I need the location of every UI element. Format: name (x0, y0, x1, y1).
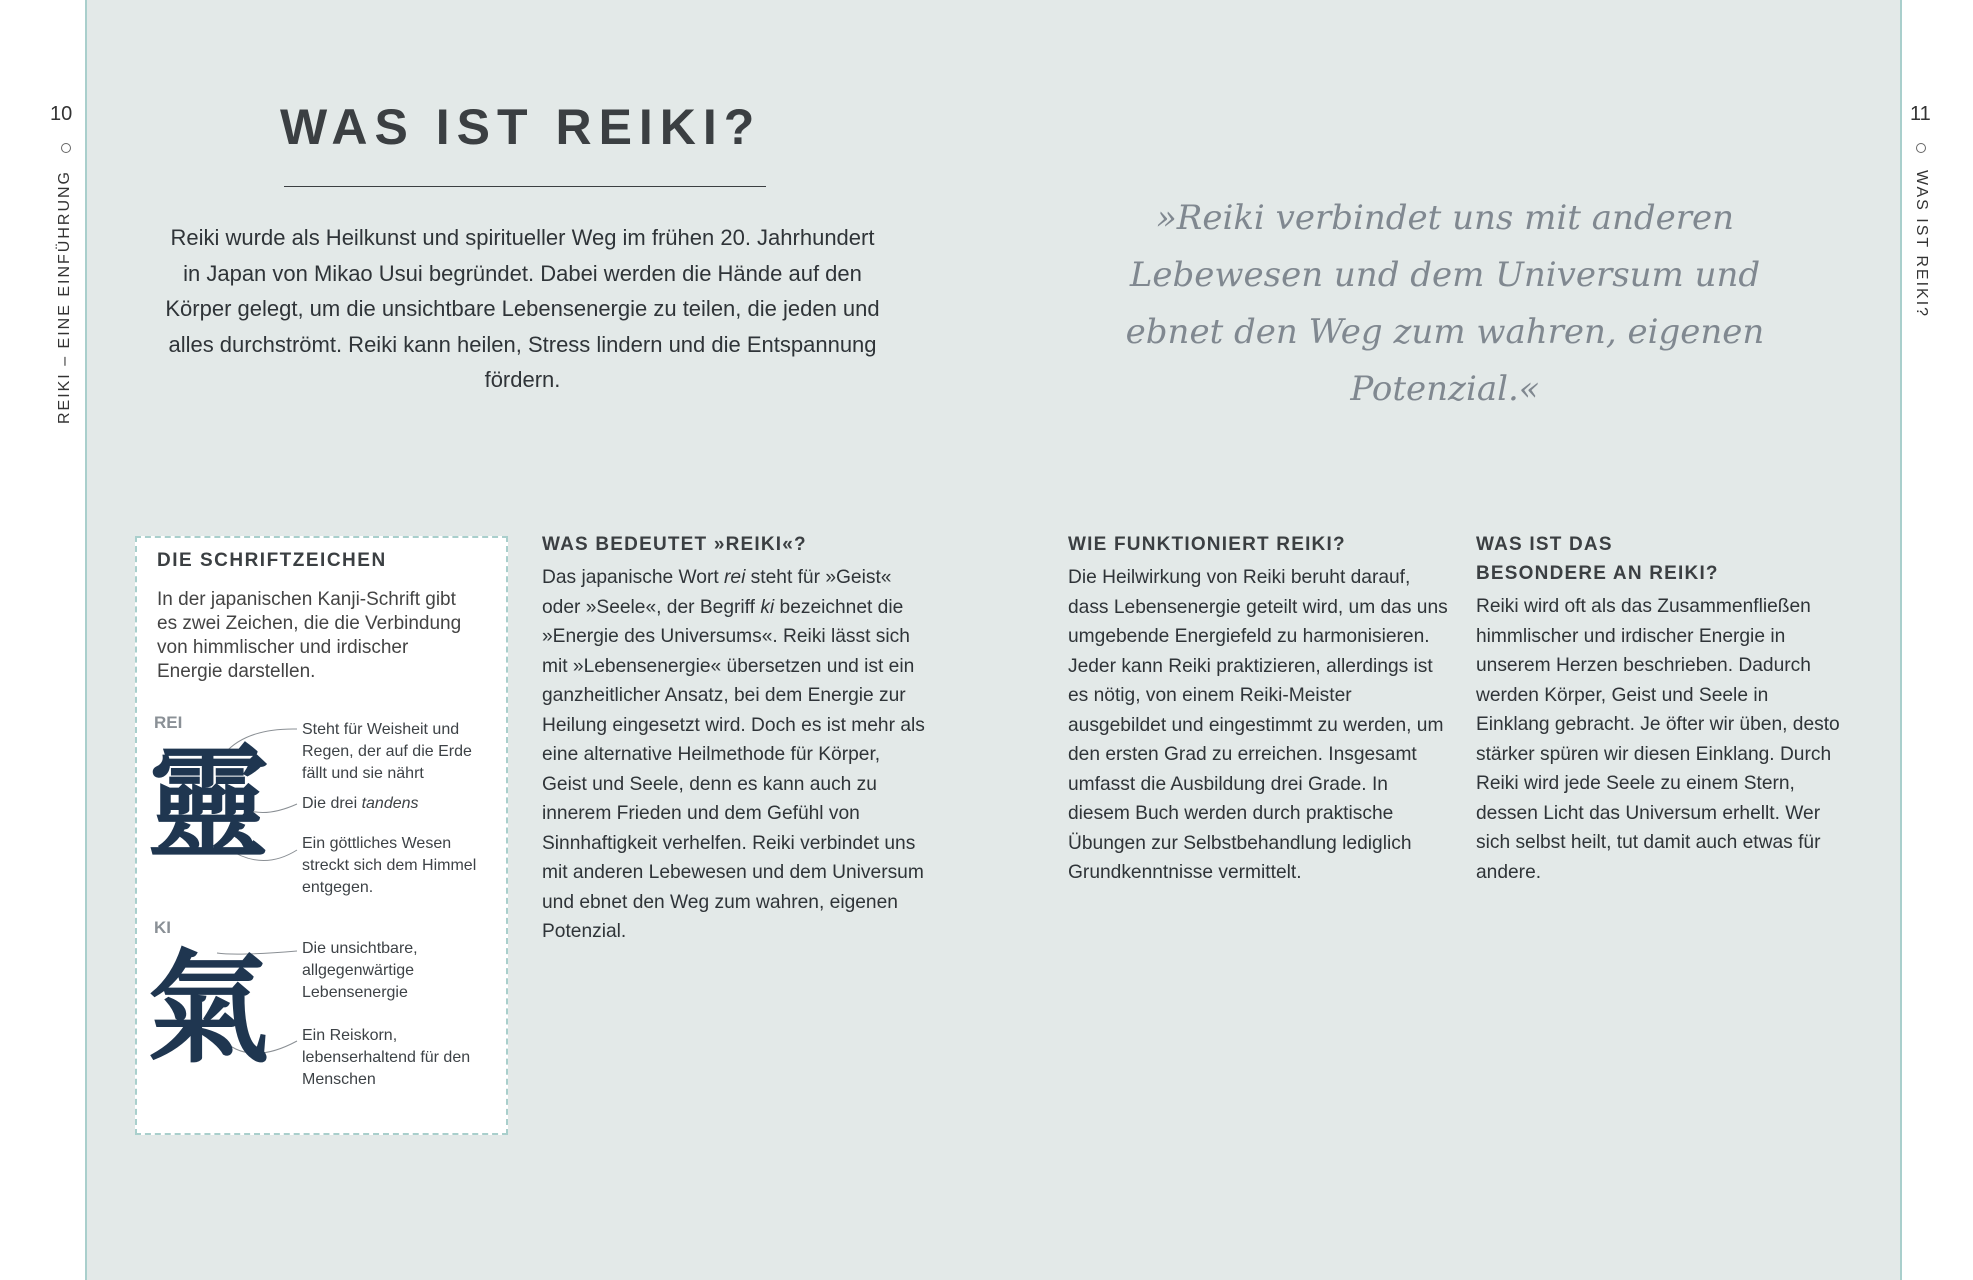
page-number-left: 10 (50, 103, 73, 125)
rei-note-divine: Ein göttliches Wesen streckt sich dem Himmel entgegen. (302, 835, 477, 896)
title-underline (284, 186, 766, 187)
kanji-label-ki: KI (154, 918, 171, 937)
sidebar-box (135, 536, 508, 1135)
pull-quote: »Reiki verbindet uns mit anderen Lebewesen und dem Universum und ebnet den Weg zum wahren, eigenen Potenzial.« (1125, 198, 1765, 409)
column-title: WAS IST DAS BESONDERE AN REIKI? (1476, 534, 1719, 584)
column-text: Das japanische Wort rei steht für »Geist« oder »Seele«, der Begriff ki bezeichnet die »Energie des Universums«. Reiki lässt sich mit »Lebensenergie« übersetzen und ist ein ganzheitlicher Ansatz, bei dem Energie zur Heilung eingesetzt wird. Doch es ist mehr als eine alternative Heilmethode für Körper, Geist und Seele, denn es kann auch zu innerem Frieden und dem Gefühl von Sinnhaftigkeit verhelfen. Reiki verbindet uns mit anderen Lebewesen und dem Universum und ebnet den Weg zum wahren, eigenen Potenzial. (542, 567, 925, 942)
column-title: WAS BEDEUTET »REIKI«? (542, 534, 807, 555)
rei-note-tandens: Die drei tandens (302, 795, 419, 812)
kanji-ki-glyph: 氣 (147, 938, 269, 1080)
rei-note-wisdom: Steht für Weisheit und Regen, der auf die Erde fällt und sie nährt (302, 721, 472, 782)
column-besonderes (1476, 530, 1846, 887)
divider-dot-right (1916, 143, 1926, 153)
running-head-left: REIKI – EINE EINFÜHRUNG (56, 170, 73, 425)
page-title: WAS IST REIKI? (280, 99, 762, 155)
column-bedeutung (542, 530, 927, 947)
column-text: Die Heilwirkung von Reiki beruht darauf, dass Lebensenergie geteilt wird, um das uns umgebende Energiefeld zu harmonisieren. Jeder kann Reiki praktizieren, allerdings ist es nötig, von einem Reiki-Meister ausgebildet und eingestimmt zu werden, um den ersten Grad zu erreichen. Insgesamt umfasst die Ausbildung drei Grade. In diesem Buch werden durch praktische Übungen zur Selbstbehandlung lediglich Grundkenntnisse vermittelt. (1068, 567, 1448, 883)
ki-note-energy: Die unsichtbare, allgegenwärtige Lebensenergie (302, 940, 418, 1001)
ki-note-rice: Ein Reiskorn, lebenserhaltend für den Menschen (302, 1027, 471, 1088)
column-text: Reiki wird oft als das Zusammenfließen himmlischer und irdischer Energie in unserem Herzen beschrieben. Dadurch werden Körper, Geist und Seele in Einklang gebracht. Je öfter wir üben, desto stärker spüren wir diesen Einklang. Durch Reiki wird jede Seele zu einem Stern, dessen Licht das Universum erhellt. Wer sich selbst heilt, tut damit auch etwas für andere. (1476, 596, 1840, 883)
intro-paragraph: Reiki wurde als Heilkunst und spiritueller Weg im frühen 20. Jahrhundert in Japan von Mikao Usui begründet. Dabei werden die Hände auf den Körper gelegt, um die unsichtbare Lebensenergie zu teilen, die jeden und alles durchströmt. Reiki kann heilen, Stress lindern und die Entspannung fördern. (165, 225, 880, 392)
running-head-right: WAS IST REIKI? (1913, 170, 1930, 319)
page-number-right: 11 (1910, 103, 1931, 125)
column-title: WIE FUNKTIONIERT REIKI? (1068, 534, 1346, 555)
divider-dot-left (61, 143, 71, 153)
column-funktion (1068, 530, 1453, 888)
sidebar-title: DIE SCHRIFTZEICHEN (157, 550, 387, 571)
kanji-rei-glyph: 靈 (147, 733, 269, 875)
kanji-label-rei: REI (154, 713, 183, 732)
sidebar-intro: In der japanischen Kanji-Schrift gibt es zwei Zeichen, die die Verbindung von himmlischer und irdischer Energie darstellen. (157, 589, 462, 682)
